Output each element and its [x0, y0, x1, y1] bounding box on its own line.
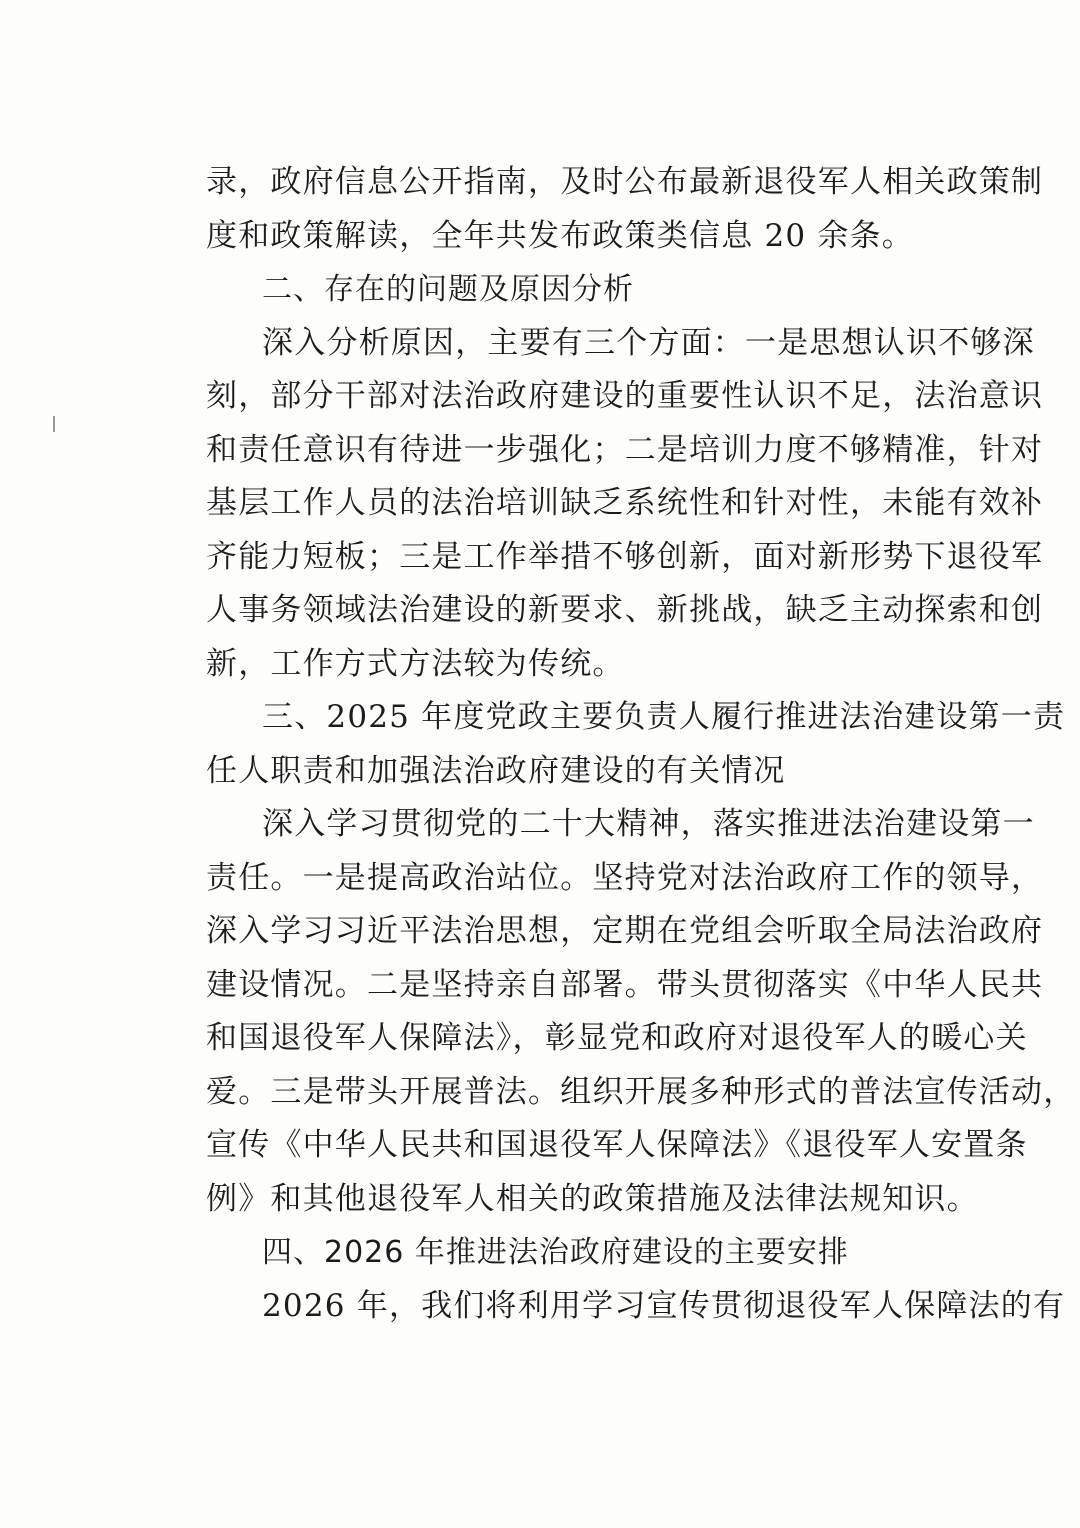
section-heading-4: 四、2026 年推进法治政府建设的主要安排: [262, 1235, 849, 1270]
heading-line: 三、2025 年度党政主要负责人履行推进法治建设第一责: [262, 699, 1066, 735]
paragraph-duties: [206, 798, 1076, 1226]
text-line: 和责任意识有待进一步强化；二是培训力度不够精准，针对: [206, 431, 1044, 468]
scan-artifact-mark: [53, 416, 55, 432]
text-line: 基层工作人员的法治培训缺乏系统性和针对性，未能有效补: [206, 485, 1044, 521]
text-line: 新，工作方式方法较为传统。: [206, 645, 625, 682]
text-line: 深入学习习近平法治思想，定期在党组会听取全局法治政府: [206, 913, 1044, 949]
paragraph-reasons: [206, 317, 1044, 692]
text-line: 2026 年，我们将利用学习宣传贯彻退役军人保障法的有: [262, 1287, 1066, 1324]
text-line: 例》和其他退役军人相关的政策措施及法律法规知识。: [206, 1180, 979, 1217]
text-line: 宣传《中华人民共和国退役军人保障法》《退役军人安置条: [206, 1127, 1028, 1163]
section-heading-3: [206, 691, 1066, 798]
text-line: 深入分析原因，主要有三个方面：一是思想认识不够深: [262, 324, 1035, 361]
text-line: 度和政策解读，全年共发布政策类信息 20 余条。: [206, 217, 914, 254]
section-heading-2: 二、存在的问题及原因分析: [262, 272, 634, 307]
text-line: 建设情况。二是坚持亲自部署。带头贯彻落实《中华人民共: [206, 966, 1044, 1003]
paragraph-plan: [206, 1280, 1066, 1334]
heading-line: 任人职责和加强法治政府建设的有关情况: [206, 752, 786, 789]
paragraph-continuation: [206, 156, 1044, 263]
text-line: 责任。一是提高政治站位。坚持党对法治政府工作的领导，: [206, 859, 1044, 896]
text-line: 齐能力短板；三是工作举措不够创新，面对新形势下退役军: [206, 538, 1044, 575]
text-line: 刻，部分干部对法治政府建设的重要性认识不足，法治意识: [206, 378, 1044, 414]
text-line: 人事务领域法治建设的新要求、新挑战，缺乏主动探索和创: [206, 592, 1044, 628]
text-line: 爱。三是带头开展普法。组织开展多种形式的普法宣传活动，: [206, 1073, 1076, 1110]
text-line: 录，政府信息公开指南，及时公布最新退役军人相关政策制: [206, 164, 1044, 200]
text-line: 深入学习贯彻党的二十大精神，落实推进法治建设第一: [262, 806, 1035, 842]
text-line: 和国退役军人保障法》，彰显党和政府对退役军人的暖心关: [206, 1020, 1028, 1056]
document-body: [206, 156, 1076, 1333]
